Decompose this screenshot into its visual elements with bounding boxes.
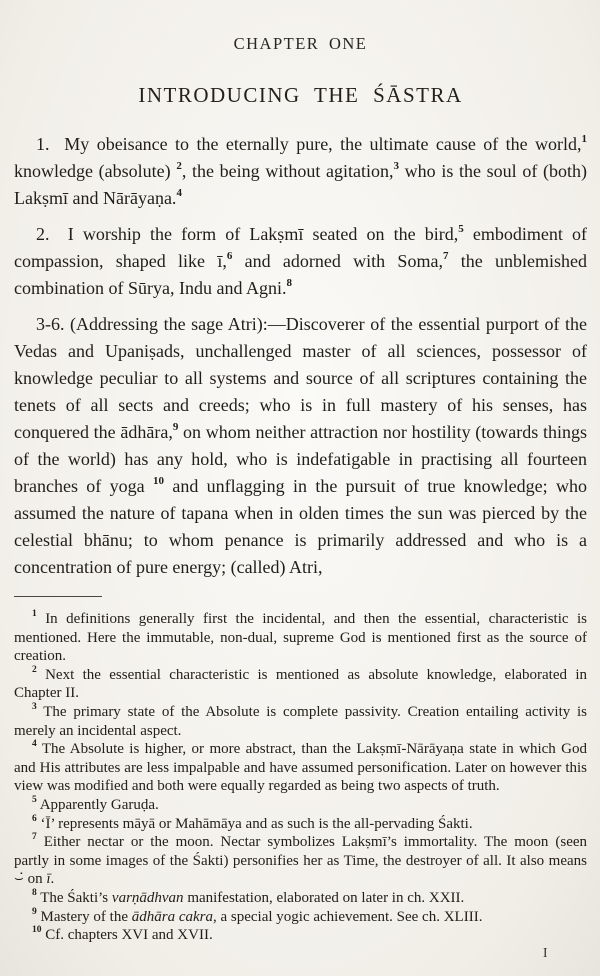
italic-term: ādhāra cakra: [131, 908, 213, 925]
paragraph: 2. I worship the form of Lakṣmī seated on the bird,$^5$ embodiment of compassion, shaped like ī,$^6$ and adorned with Soma,$^7$ the unblemished combination of Sūrya, Indu and Agni.$^8$: [14, 223, 588, 298]
footnote-ref: 9: [172, 421, 179, 433]
footnote-number: 10: [32, 925, 42, 936]
footnotes-section: [14, 610, 587, 945]
footnote-number: 4: [32, 739, 37, 750]
footnote: $^6$ ‘Ī’ represents māyā or Mahāmāya and as such is the all-pervading Śakti.: [32, 813, 473, 832]
footnote-number: 9: [32, 906, 37, 917]
footnote-ref: 6: [226, 250, 233, 262]
footnote-separator: [14, 596, 102, 597]
footnote: $^1$ In definitions generally first the incidental, and then the essential, characteristic is mentioned. Here the immutable, non-dual, supreme God is mentioned first as the source of creation.: [14, 609, 587, 665]
footnote-number: 3: [32, 701, 37, 712]
footnote: $^{10}$ Cf. chapters XVI and XVII.: [32, 925, 213, 944]
footnote: $^4$ The Absolute is higher, or more abstract, than the Lakṣmī-Nārāyaṇa state in which God and His attributes are less impalpable and have assumed personification. Later on however this view was modified and both were equally regarded as being two aspects of truth.: [14, 739, 588, 795]
chapter-heading: CHAPTER ONE: [233, 34, 368, 53]
footnote: $^9$ Mastery of the ādhāra cakra, a special yogic achievement. See ch. XLIII.: [32, 906, 483, 925]
paragraph: 3-6. (Addressing the sage Atri):—Discoverer of the essential purport of the Vedas and Upaniṣads, unchallenged master of all sciences, possessor of knowledge peculiar to all systems and source of all scriptures containing the tenets of all sects and creeds; who is in full mastery of his senses, has conquered the ādhāra,$^9$ on whom neither attraction nor hostility (towards things of the world) has any hold, who is indefatigable in practising all fourteen branches of yoga $^{10}$ and unflagging in the pursuit of true knowledge; who assumed the nature of tapana when in olden times the sun was pierced by the celestial bhānu; to whom penance is primarily addressed and who is a concentration of pure energy; (called) Atri,: [14, 314, 587, 577]
footnote-ref: 1: [581, 133, 587, 145]
italic-term: ī: [46, 871, 51, 888]
footnote-number: 1: [32, 609, 37, 619]
footnote-ref: 2: [176, 160, 182, 172]
footnote-ref: 10: [152, 475, 164, 487]
footnote: $^8$ The Śakti’s varṇādhvan manifestation, elaborated on later in ch. XXII.: [32, 887, 465, 906]
footnote-ref: 4: [176, 187, 182, 199]
footnote-ref: 5: [458, 223, 464, 235]
paragraph: 1. My obeisance to the eternally pure, the ultimate cause of the world,$^1$ knowledge (absolute) $^2$, the being without agitation,$^3$ who is the soul of (both) Lakṣmī and Nārāyaṇa.$^4$: [14, 133, 588, 208]
footnote-number: 2: [32, 664, 37, 675]
footnote: $^7$ Either nectar or the moon. Nectar symbolizes Lakṣmī’s immortality. The moon (seen partly in some images of the Śakti) personifies her as Time, the destroyer of all. It also means ⌣̇ on ī.: [14, 832, 588, 888]
footnote-number: 7: [32, 832, 37, 843]
footnote-ref: 3: [393, 160, 399, 172]
page-title: INTRODUCING THE ŚĀSTRA: [138, 83, 463, 107]
footnote: $^5$ Apparently Garuḍa.: [32, 794, 159, 813]
page-number: I: [543, 945, 548, 960]
body-text: [14, 131, 587, 581]
footnote-ref: 8: [286, 277, 292, 289]
footnote-number: 6: [32, 813, 37, 824]
footnote: $^3$ The primary state of the Absolute is complete passivity. Creation entailing activity is merely an incidental aspect.: [14, 701, 588, 739]
footnote-ref: 7: [442, 250, 449, 262]
italic-term: varṇādhvan: [111, 889, 184, 906]
footnote: $^2$ Next the essential characteristic is mentioned as absolute knowledge, elaborated in Chapter II.: [14, 664, 588, 702]
footnote-number: 5: [32, 794, 37, 805]
footnote-number: 8: [32, 887, 37, 898]
